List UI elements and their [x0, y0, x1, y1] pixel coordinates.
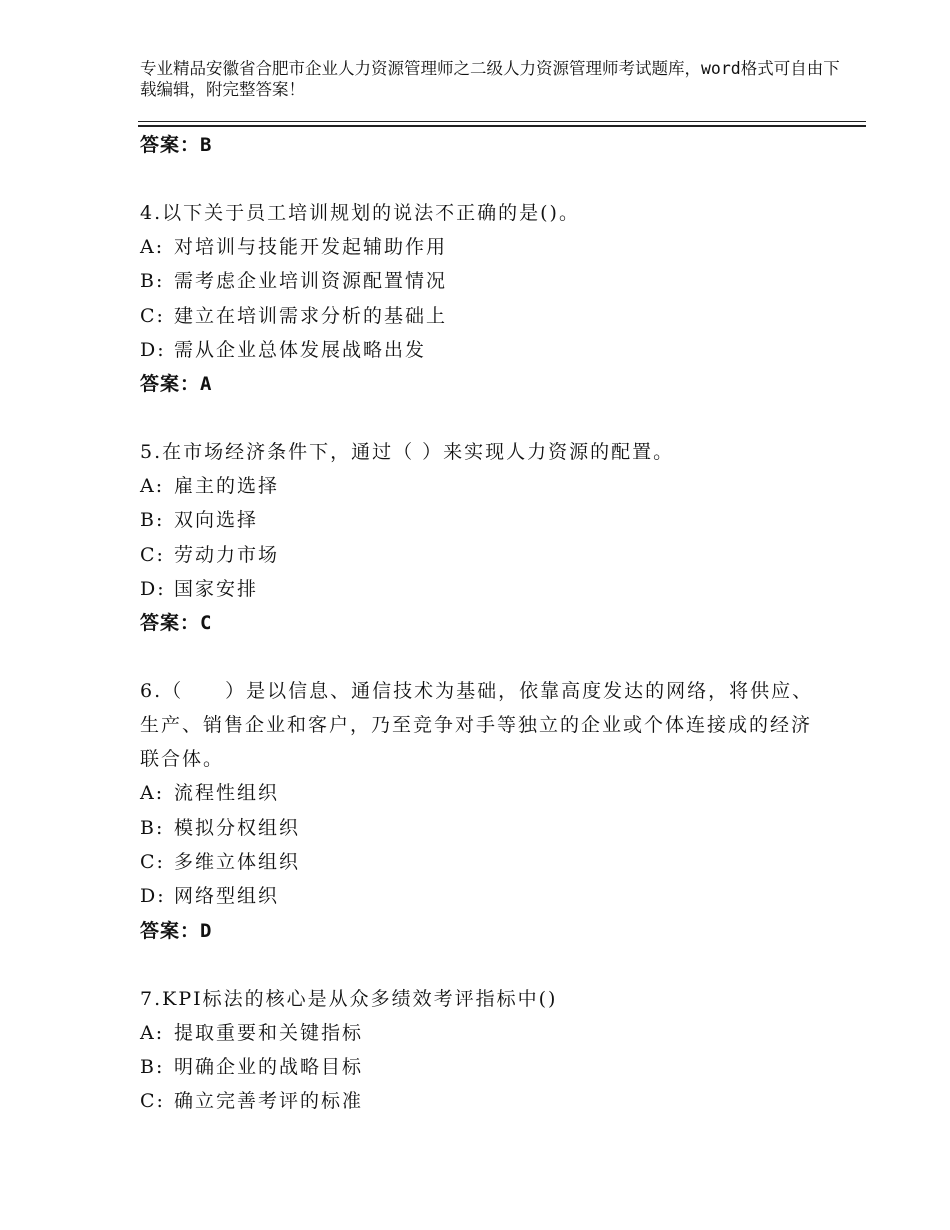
- option-letter: A:: [140, 236, 165, 258]
- question-4: [140, 196, 820, 401]
- option-letter: C:: [140, 543, 165, 566]
- option-letter: D:: [140, 338, 166, 361]
- option-c: [140, 538, 820, 572]
- option-a: [140, 230, 820, 264]
- answer-line: 答案：A: [140, 373, 213, 396]
- option-letter: C:: [140, 850, 165, 873]
- option-letter: C:: [140, 304, 165, 327]
- option-text: 网络型组织: [174, 885, 280, 908]
- header-rule-thin: [138, 121, 866, 122]
- option-text: 国家安排: [174, 578, 259, 601]
- option-letter: B:: [140, 816, 165, 839]
- option-text: 劳动力市场: [174, 543, 280, 566]
- option-letter: D:: [140, 578, 166, 601]
- option-text: 流程性组织: [174, 782, 280, 805]
- option-letter: C:: [140, 1090, 165, 1113]
- option-c: [140, 845, 820, 879]
- option-c: [140, 1084, 820, 1118]
- question-list: [140, 128, 820, 1118]
- option-letter: B:: [140, 1055, 165, 1078]
- answer-line: 答案：C: [140, 612, 213, 635]
- question-stem: 4.以下关于员工培训规划的说法不正确的是()。: [140, 202, 580, 224]
- option-c: [140, 299, 820, 333]
- question-6: [140, 674, 820, 947]
- option-letter: B:: [140, 509, 165, 532]
- option-d: [140, 333, 820, 367]
- document-header: [140, 58, 840, 100]
- question-5: [140, 435, 820, 640]
- question-stem: 5.在市场经济条件下，通过（ ）来实现人力资源的配置。: [140, 441, 675, 464]
- option-d: [140, 572, 820, 606]
- option-text: 双向选择: [174, 509, 259, 532]
- option-b: [140, 503, 820, 537]
- option-text: 建立在培训需求分析的基础上: [174, 304, 448, 327]
- option-text: 雇主的选择: [174, 475, 280, 498]
- header-rule-thick: [138, 125, 866, 127]
- option-text: 确立完善考评的标准: [174, 1090, 364, 1113]
- question-stem: 7.KPI标法的核心是从众多绩效考评指标中(): [140, 987, 558, 1010]
- option-a: [140, 776, 820, 810]
- option-b: [140, 1050, 820, 1084]
- header-title: 专业精品安徽省合肥市企业人力资源管理师之二级人力资源管理师考试题库，word格式可自由下载编辑，附完整答案！: [140, 59, 840, 99]
- option-text: 明确企业的战略目标: [174, 1055, 364, 1078]
- option-letter: A:: [140, 782, 165, 805]
- option-letter: D:: [140, 885, 166, 908]
- option-letter: A:: [140, 1021, 165, 1044]
- option-d: [140, 879, 820, 913]
- option-a: [140, 1016, 820, 1050]
- option-b: [140, 811, 820, 845]
- option-text: 提取重要和关键指标: [174, 1021, 364, 1044]
- answer-line: 答案：D: [140, 919, 213, 942]
- option-a: [140, 469, 820, 503]
- option-text: 模拟分权组织: [174, 816, 301, 839]
- question-7: [140, 982, 820, 1119]
- previous-answer: 答案：B: [140, 134, 213, 156]
- option-letter: A:: [140, 475, 165, 498]
- option-text: 需考虑企业培训资源配置情况: [174, 270, 448, 293]
- option-text: 多维立体组织: [174, 850, 301, 873]
- question-stem: 6.（ ）是以信息、通信技术为基础，依靠高度发达的网络，将供应、生产、销售企业和客户，乃至竞争对手等独立的企业或个体连接成的经济联合体。: [140, 680, 814, 771]
- option-b: [140, 264, 820, 298]
- option-text: 对培训与技能开发起辅助作用: [174, 236, 448, 258]
- option-text: 需从企业总体发展战略出发: [174, 338, 427, 361]
- option-letter: B:: [140, 270, 165, 293]
